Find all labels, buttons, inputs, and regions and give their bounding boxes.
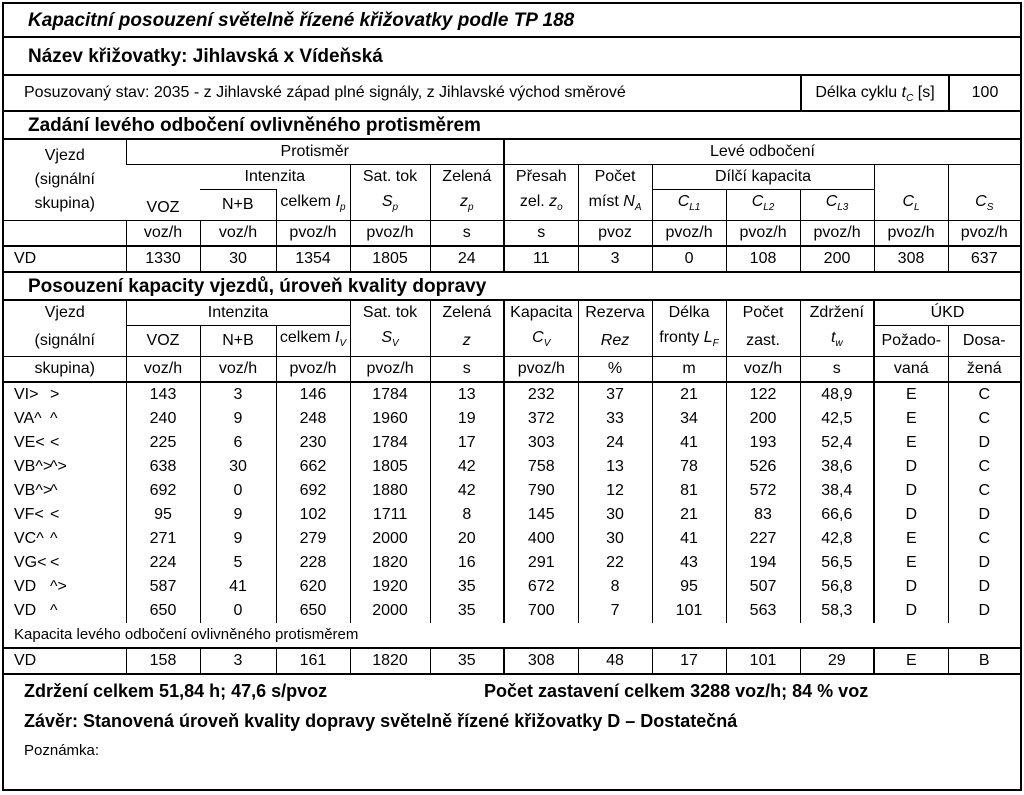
table-cell: 308 [504, 648, 578, 673]
table-cell: 672 [504, 575, 578, 599]
s2-kapacita-header: Kapacita [504, 300, 578, 326]
section2.rows-row [4, 407, 1020, 431]
row-label [4, 479, 126, 503]
table-cell: 758 [504, 455, 578, 479]
table-cell: D [874, 575, 948, 599]
direction-arrow: > [50, 386, 60, 404]
table-cell: 48 [578, 648, 652, 673]
s1-cell: 30 [200, 246, 276, 272]
s2-unit: m [652, 357, 726, 383]
table-cell: 650 [276, 599, 350, 623]
row-label [4, 551, 126, 575]
table-cell: 13 [578, 455, 652, 479]
table-cell: 400 [504, 527, 578, 551]
s1-unit: pvoz/h [350, 221, 430, 247]
table-cell: 17 [652, 648, 726, 673]
table-cell: 638 [126, 455, 200, 479]
capacity-report [2, 2, 1022, 791]
table-cell: C [948, 407, 1020, 431]
table-cell: 21 [652, 382, 726, 407]
section2-title: Posouzení kapacity vjezdů, úroveň kvality dopravy [28, 276, 487, 298]
table-cell: 228 [276, 551, 350, 575]
s1-cell: 108 [726, 246, 800, 272]
table-cell: D [874, 479, 948, 503]
s1-mist-text: míst [588, 192, 619, 210]
table-cell: 193 [726, 431, 800, 455]
s2-unit: voz/h [200, 357, 276, 383]
s1-leve-header: Levé odbočení [504, 139, 1020, 165]
table-cell: 200 [726, 407, 800, 431]
s1-cell: 1354 [276, 246, 350, 272]
table-cell: E [874, 551, 948, 575]
table-cell: 5 [200, 551, 276, 575]
table-cell: D [948, 575, 1020, 599]
s1-nb-header: N+B [200, 190, 276, 221]
s2-celkem-text: celkem [279, 329, 331, 347]
table-cell: 13 [430, 382, 504, 407]
table-cell: 43 [652, 551, 726, 575]
table-cell: 42,8 [800, 527, 874, 551]
table-cell: 1820 [350, 648, 430, 673]
section2.rows-row [4, 575, 1020, 599]
s2-pozado-h2: vaná [874, 357, 948, 383]
s1-dilci-header: Dílčí kapacita [652, 165, 874, 190]
s2-body [4, 382, 1020, 623]
row-label [4, 503, 126, 527]
table-cell: 1820 [350, 551, 430, 575]
s1-voz-header: VOZ [146, 199, 180, 217]
table-cell: 620 [276, 575, 350, 599]
table-cell: B [948, 648, 1020, 673]
table-cell: D [948, 551, 1020, 575]
direction-arrow: ^> [50, 578, 67, 596]
row-label [4, 407, 126, 431]
table-cell: 1784 [350, 382, 430, 407]
note: Poznámka: [24, 742, 100, 760]
s1-unit: pvoz/h [948, 221, 1020, 247]
s1-zo-header: zel. $z_o$ [504, 190, 578, 221]
s2-fronty-text: fronty [659, 328, 700, 346]
table-cell: 526 [726, 455, 800, 479]
direction-arrow: ^ [50, 602, 58, 620]
table-cell: 650 [126, 599, 200, 623]
s1-unit: pvoz [578, 221, 652, 247]
table-cell: 52,4 [800, 431, 874, 455]
table-cell: 30 [200, 455, 276, 479]
s1-na-header: míst $N_A$ [578, 190, 652, 221]
row-label [4, 648, 126, 673]
table-cell: 232 [504, 382, 578, 407]
summary-row [4, 673, 1020, 705]
row-label [4, 575, 126, 599]
s1-zelena-header: Zelená [430, 165, 504, 190]
table-cell: 662 [276, 455, 350, 479]
table-cell: 158 [126, 648, 200, 673]
s2-intenzita-header: Intenzita [126, 300, 350, 326]
table-cell: 16 [430, 551, 504, 575]
table-cell: 8 [578, 575, 652, 599]
s1-unit-blank [4, 221, 126, 247]
s2-left-turn [4, 648, 1020, 673]
table-cell: D [874, 599, 948, 623]
section2.rows-row [4, 599, 1020, 623]
s1-unit: s [504, 221, 578, 247]
s1-vjezd-h3: skupina) [34, 195, 95, 213]
s1-sp-header: $S_p$ [350, 190, 430, 221]
table-cell: 122 [726, 382, 800, 407]
table-cell: 20 [430, 527, 504, 551]
table-cell: 372 [504, 407, 578, 431]
table-cell: 12 [578, 479, 652, 503]
s1-unit: pvoz/h [726, 221, 800, 247]
table-cell: 29 [800, 648, 874, 673]
assessed-state: Posuzovaný stav: 2035 - z Jihlavské západ plné signály, z Jihlavské východ směrové [24, 84, 626, 101]
table-cell: 38,6 [800, 455, 874, 479]
table-cell: 1880 [350, 479, 430, 503]
table-cell: 19 [430, 407, 504, 431]
s2-sv-header: $S_V$ [350, 326, 430, 357]
s1-cs-header: $C_S$ [948, 190, 1020, 221]
s2-voz-header: VOZ [126, 326, 200, 357]
table-cell: E [874, 407, 948, 431]
section2.rows-row [4, 527, 1020, 551]
table-cell: 572 [726, 479, 800, 503]
signal-group: VI> [14, 386, 39, 404]
direction-arrow: ^> [50, 458, 67, 476]
s1-cell: 24 [430, 246, 504, 272]
s1-cell: 0 [652, 246, 726, 272]
s2-vjezd-h1: Vjezd [44, 304, 85, 322]
table-cell: 279 [276, 527, 350, 551]
signal-group: VB^> [14, 458, 53, 476]
table-cell: 38,4 [800, 479, 874, 503]
s2-cv-header: $C_V$ [504, 326, 578, 357]
s2-sat-header: Sat. tok [350, 300, 430, 326]
s1-cell: 1805 [350, 246, 430, 272]
s2-unit: s [800, 357, 874, 383]
row-label [4, 431, 126, 455]
s1-protismer-header: Protisměr [126, 139, 504, 165]
cycle-unit: [s] [917, 84, 935, 101]
s2-delka-header: Délka [652, 300, 726, 326]
s2-pocet-header: Počet [726, 300, 800, 326]
table-cell: C [948, 479, 1020, 503]
cycle-length-label [800, 76, 948, 110]
s1-cl-blank [874, 165, 948, 190]
table-cell: 30 [578, 503, 652, 527]
table-cell: C [948, 455, 1020, 479]
table-cell: 1784 [350, 431, 430, 455]
table-cell: 42 [430, 455, 504, 479]
table-cell: 81 [652, 479, 726, 503]
direction-arrow: ^ [50, 410, 58, 428]
summary-stops: Počet zastavení celkem 3288 voz/h; 84 % voz [484, 681, 869, 702]
s2-unit: s [430, 357, 504, 383]
s2-lf-header: fronty $L_F$ [652, 326, 726, 357]
table-cell: 507 [726, 575, 800, 599]
report-title: Kapacitní posouzení světelně řízené křižovatky podle TP 188 [4, 4, 1020, 38]
s2-zast-header: zast. [726, 326, 800, 357]
cycle-length-value: 100 [948, 76, 1020, 110]
s1-intenzita-header: Intenzita [244, 168, 305, 185]
table-cell: 41 [200, 575, 276, 599]
s1-cell: 200 [800, 246, 874, 272]
table-cell: 248 [276, 407, 350, 431]
table-cell: 9 [200, 503, 276, 527]
direction-arrow: < [50, 434, 60, 452]
direction-arrow: ^ [50, 482, 58, 500]
table-cell: 17 [430, 431, 504, 455]
table-cell: 146 [276, 382, 350, 407]
s2-ukd-header: ÚKD [874, 300, 1020, 326]
table-cell: 143 [126, 382, 200, 407]
s1-units-row [4, 221, 1020, 247]
s1-cl-header: $C_L$ [874, 190, 948, 221]
table-cell: E [874, 648, 948, 673]
table-cell: 37 [578, 382, 652, 407]
s1-cs-blank [948, 165, 1020, 190]
table-cell: 194 [726, 551, 800, 575]
table-cell: 3 [200, 382, 276, 407]
table-cell: 227 [726, 527, 800, 551]
left-turn-label-row [4, 623, 1020, 648]
s2-vjezd-h2: (signální [34, 332, 95, 350]
row-label [4, 527, 126, 551]
signal-group: VA^ [14, 410, 42, 428]
table-cell: D [948, 431, 1020, 455]
table-cell: 3 [200, 648, 276, 673]
table-cell: 240 [126, 407, 200, 431]
summary-delay: Zdržení celkem 51,84 h; 47,6 s/pvoz [24, 681, 328, 702]
section2.rows-row [4, 503, 1020, 527]
s1-celkem-text: celkem [280, 192, 332, 210]
s1-unit: s [430, 221, 504, 247]
table-cell: 587 [126, 575, 200, 599]
section2.rows-row [4, 431, 1020, 455]
table-cell: E [874, 382, 948, 407]
table-cell: 58,3 [800, 599, 874, 623]
left-turn-input-table [4, 138, 1020, 273]
cycle-label-text: Délka cyklu [815, 84, 898, 101]
signal-group: VF< [14, 506, 44, 524]
s1-unit: pvoz/h [276, 221, 350, 247]
section2.rows-row [4, 551, 1020, 575]
table-cell: 271 [126, 527, 200, 551]
s2-rez-text: Rez [600, 332, 630, 350]
s1-data-row [4, 246, 1020, 272]
section2.rows-row [4, 479, 1020, 503]
intersection-name: Název křižovatky: Jihlavská x Vídeňská [4, 38, 1020, 76]
table-cell: 21 [652, 503, 726, 527]
table-cell: 9 [200, 527, 276, 551]
table-cell: 30 [578, 527, 652, 551]
table-cell: 563 [726, 599, 800, 623]
table-cell: 224 [126, 551, 200, 575]
table-cell: 95 [126, 503, 200, 527]
table-cell: 291 [504, 551, 578, 575]
section2.rows-row [4, 455, 1020, 479]
table-cell: 2000 [350, 527, 430, 551]
section1-title: Zadání levého odbočení ovlivněného protisměrem [28, 115, 481, 136]
signal-group: VB^> [14, 482, 53, 500]
table-cell: 0 [200, 599, 276, 623]
table-cell: 35 [430, 575, 504, 599]
table-cell: 34 [652, 407, 726, 431]
table-cell: 101 [726, 648, 800, 673]
table-cell: 161 [276, 648, 350, 673]
s1-cell: 308 [874, 246, 948, 272]
direction-arrow: < [50, 554, 60, 572]
table-cell: 692 [126, 479, 200, 503]
table-cell: 33 [578, 407, 652, 431]
table-cell: 41 [652, 431, 726, 455]
left-turn-label: Kapacita levého odbočení ovlivněného protisměrem [4, 623, 1020, 648]
table-cell: 56,8 [800, 575, 874, 599]
s1-presah-header: Přesah [504, 165, 578, 190]
table-cell: 1805 [350, 455, 430, 479]
s1-cell: VD [14, 250, 37, 268]
table-cell: 95 [652, 575, 726, 599]
s2-unit: % [578, 357, 652, 383]
table-cell: 225 [126, 431, 200, 455]
table-cell: 24 [578, 431, 652, 455]
signal-group: VG< [14, 554, 47, 572]
table-cell: D [874, 503, 948, 527]
s2-nb-header: N+B [200, 326, 276, 357]
table-cell: 303 [504, 431, 578, 455]
section2.rows-row [4, 382, 1020, 407]
s1-unit: pvoz/h [652, 221, 726, 247]
table-cell: E [874, 431, 948, 455]
s1-unit: pvoz/h [874, 221, 948, 247]
table-cell: 48,9 [800, 382, 874, 407]
capacity-assessment-table [4, 299, 1020, 673]
s1-celkem-header: celkem $I_p$ [276, 190, 350, 221]
s2-z-header: z [430, 326, 504, 357]
table-cell: 790 [504, 479, 578, 503]
table-cell: D [948, 503, 1020, 527]
s1-cl1-header: $C_{L1}$ [652, 190, 726, 221]
s1-vjezd-h2: (signální [34, 171, 95, 189]
signal-group: VD [14, 602, 37, 620]
signal-group: VE< [14, 434, 45, 452]
table-cell: 35 [430, 599, 504, 623]
conclusion: Závěr: Stanovená úroveň kvality dopravy světelně řízené křižovatky D – Dostatečná [24, 711, 738, 732]
s2-unit: pvoz/h [276, 357, 350, 383]
table-cell: 8 [430, 503, 504, 527]
table-cell: 66,6 [800, 503, 874, 527]
s2-dosa-h2: žená [948, 357, 1020, 383]
row-label [4, 382, 126, 407]
table-cell: 700 [504, 599, 578, 623]
s2-unit: voz/h [726, 357, 800, 383]
s2-rez-header [578, 326, 652, 357]
s2-celkem-header: celkem $I_V$ [276, 326, 350, 357]
table-cell: 9 [200, 407, 276, 431]
table-cell: 6 [200, 431, 276, 455]
signal-group: VC^ [14, 530, 44, 548]
s2-pozado-header: Požado- [874, 326, 948, 357]
s1-cell: 1330 [126, 246, 200, 272]
signal-group: VD [14, 578, 37, 596]
cycle-symbol: t [901, 84, 907, 101]
section2._lt-row [4, 648, 1020, 673]
s2-tw-header: $t_w$ [800, 326, 874, 357]
table-cell: D [874, 455, 948, 479]
s1-unit: voz/h [200, 221, 276, 247]
table-cell: 56,5 [800, 551, 874, 575]
table-cell: 145 [504, 503, 578, 527]
s1-zel-text: zel. [519, 192, 545, 210]
table-cell: 1960 [350, 407, 430, 431]
table-cell: 42,5 [800, 407, 874, 431]
table-cell: 35 [430, 648, 504, 673]
table-cell: 101 [652, 599, 726, 623]
s2-unit: voz/h [126, 357, 200, 383]
s2-vjezd-h3: skupina) [34, 360, 95, 378]
s1-sat-header: Sat. tok [350, 165, 430, 190]
s2-zdrzeni-header: Zdržení [800, 300, 874, 326]
s1-vjezd-header [4, 139, 126, 221]
s1-cell: 3 [578, 246, 652, 272]
table-cell: C [948, 382, 1020, 407]
s2-zelena-header: Zelená [430, 300, 504, 326]
signal-group: VD [14, 652, 37, 670]
s1-cell: 11 [504, 246, 578, 272]
s2-rezerva-header: Rezerva [578, 300, 652, 326]
s2-unit: pvoz/h [504, 357, 578, 383]
s1-cell: 637 [948, 246, 1020, 272]
row-label [4, 455, 126, 479]
table-cell: 7 [578, 599, 652, 623]
s1-pocet-header: Počet [578, 165, 652, 190]
table-cell: 83 [726, 503, 800, 527]
table-cell: 42 [430, 479, 504, 503]
table-cell: E [874, 527, 948, 551]
s1-cl2-header: $C_{L2}$ [726, 190, 800, 221]
table-cell: 0 [200, 479, 276, 503]
s2-units-row [4, 357, 1020, 383]
table-cell: 2000 [350, 599, 430, 623]
direction-arrow: < [50, 506, 60, 524]
table-cell: 230 [276, 431, 350, 455]
table-cell: 41 [652, 527, 726, 551]
s2-dosa-header: Dosa- [948, 326, 1020, 357]
s1-vjezd-h1: Vjezd [44, 147, 85, 165]
s1-unit: voz/h [126, 221, 200, 247]
direction-arrow: ^ [50, 530, 58, 548]
table-cell: 78 [652, 455, 726, 479]
table-cell: C [948, 527, 1020, 551]
table-cell: 1920 [350, 575, 430, 599]
s1-cl3-header: $C_{L3}$ [800, 190, 874, 221]
table-cell: 692 [276, 479, 350, 503]
table-cell: 1711 [350, 503, 430, 527]
table-cell: 102 [276, 503, 350, 527]
row-label [4, 599, 126, 623]
s2-unit: pvoz/h [350, 357, 430, 383]
state-row [4, 76, 1020, 112]
table-cell: D [948, 599, 1020, 623]
table-cell: 22 [578, 551, 652, 575]
s1-zp-header: $z_p$ [430, 190, 504, 221]
cycle-sub: C [906, 93, 914, 105]
s1-unit: pvoz/h [800, 221, 874, 247]
